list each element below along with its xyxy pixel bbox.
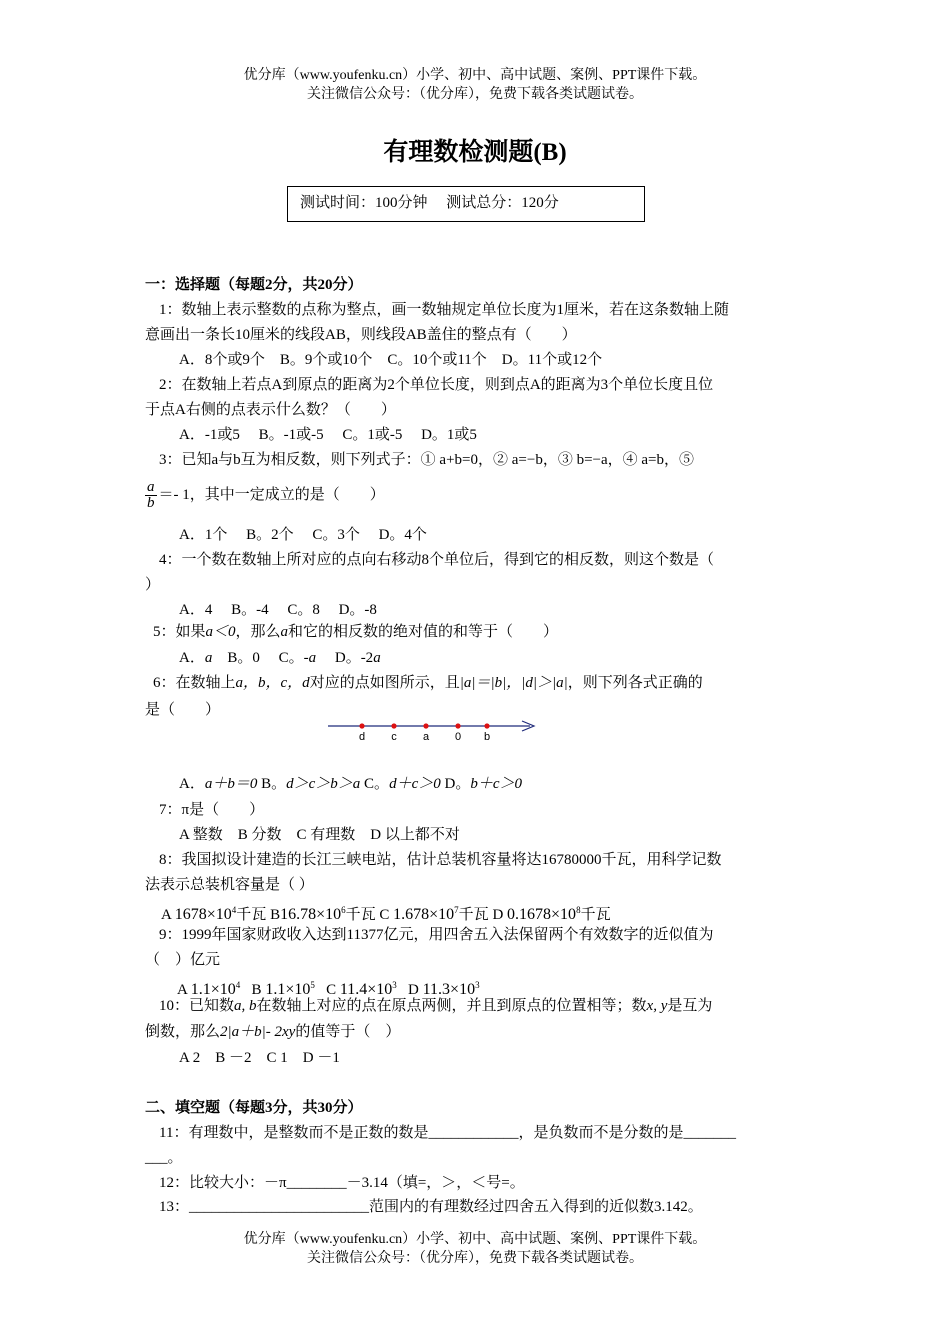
header-line-2: 关注微信公众号：（优分库），免费下载各类试题试卷。	[307, 87, 643, 102]
q3-line-2: $\frac{a}{b}$ ＝- 1，其中一定成立的是（ ）	[147, 479, 385, 512]
q6-options: A．a＋b＝0 B。d＞c＞b＞a C。d＋c＞0 D。b＋c＞0	[179, 776, 522, 792]
page-title: 有理数检测题(B)	[383, 139, 567, 166]
number-line-label-0: 0	[454, 731, 462, 743]
number-line-point-d	[359, 723, 364, 728]
q1-options: A．8个或9个 B。9个或10个 C。10个或11个 D。11个或12个	[179, 352, 603, 368]
q3-line-1: 3：已知a与b互为相反数，则下列式子：① a+b=0，② a=−b，③ b=−a，④ a=b，⑤	[159, 452, 695, 468]
q9-line-2: （ ）亿元	[145, 952, 221, 968]
q7-stem: 7：π是（ ）	[159, 802, 265, 818]
q4-options: A．4 B。-4 C。8 D。-8	[179, 602, 377, 618]
header-line-1: 优分库（www.youfenku.cn）小学、初中、高中试题、案例、PPT课件下载。	[243, 68, 707, 83]
q3-options: A．1个 B。2个 C。3个 D。4个	[179, 527, 427, 543]
number-line-label-d: d	[358, 731, 366, 743]
q1-line-1: 1：数轴上表示整数的点称为整点，画一数轴规定单位长度为1厘米，若在这条数轴上随	[159, 302, 730, 318]
q9-line-1: 9：1999年国家财政收入达到11377亿元，用四舍五入法保留两个有效数字的近似值为	[159, 927, 714, 943]
page-footer	[0, 1230, 950, 1268]
q10-line-2: 倒数，那么2|a＋b|- 2xy的值等于（ ）	[145, 1024, 401, 1040]
number-line-point-c	[391, 723, 396, 728]
q8-line-1: 8：我国拟设计建造的长江三峡电站，估计总装机容量将达16780000千瓦，用科学记数	[159, 852, 722, 868]
number-line-figure	[326, 714, 540, 744]
q11-line-2: ___。	[145, 1150, 183, 1166]
test-info-box: 测试时间：100分钟 测试总分：120分	[287, 186, 645, 222]
section-2-heading: 二、填空题（每题3分，共30分）	[145, 1100, 363, 1116]
q12-line: 12：比较大小：－π________－3.14（填=，＞，＜号=。	[159, 1175, 525, 1191]
q4-line-1: 4：一个数在数轴上所对应的点向右移动8个单位后，得到它的相反数，则这个数是（	[159, 552, 715, 568]
number-line-label-b: b	[483, 731, 491, 743]
footer-line-2: 关注微信公众号：（优分库），免费下载各类试题试卷。	[307, 1251, 643, 1266]
q5-options: A．a B。0 C。-a D。-2a	[179, 650, 381, 666]
q4-line-2: ）	[145, 577, 161, 593]
number-line-point-b	[484, 723, 489, 728]
q13-line: 13：________________________范围内的有理数经过四舍五入得到的近似数3.142。	[159, 1199, 703, 1215]
footer-line-1: 优分库（www.youfenku.cn）小学、初中、高中试题、案例、PPT课件下载。	[243, 1232, 707, 1247]
q8-line-2: 法表示总装机容量是（ ）	[145, 877, 314, 893]
q6-line-1: 6：在数轴上a，b，c，d对应的点如图所示，且|a|＝|b|，|d|＞|a|，则下列各式正确的	[153, 675, 703, 691]
number-line-point-a	[423, 723, 428, 728]
q2-line-2: 于点A右侧的点表示什么数？（ ）	[145, 402, 396, 418]
q9-options: A $1.1\times 10^4$ B $1.1\times 10^5$ C $11.4\times 10^3$ D $11.3\times 10^3$	[177, 980, 480, 998]
q2-options: A．-1或5 B。-1或-5 C。1或-5 D。1或5	[179, 427, 477, 443]
section-1-heading: 一：选择题（每题2分，共20分）	[145, 277, 363, 293]
q5-stem: 5：如果a＜0，那么a和它的相反数的绝对值的和等于（ ）	[153, 624, 559, 640]
q10-line-1: 10：已知数a, b在数轴上对应的点在原点两侧，并且到原点的位置相等；数x, y是互为	[159, 998, 713, 1014]
q7-options: A 整数 B 分数 C 有理数 D 以上都不对	[179, 827, 460, 843]
number-line-label-c: c	[391, 731, 397, 743]
q10-options: A 2 B －2 C 1 D －1	[179, 1050, 340, 1066]
number-line-point-0	[455, 723, 460, 728]
q2-line-1: 2：在数轴上若点A到原点的距离为2个单位长度，则到点A的距离为3个单位长度且位	[159, 377, 714, 393]
number-line-label-a: a	[422, 731, 430, 743]
q1-line-2: 意画出一条长10厘米的线段AB，则线段AB盖住的整点有（ ）	[145, 327, 577, 343]
q8-options: A $1678\times 10^4$千瓦 $B16.78\times 10^6$千瓦 C $1.678\times 10^7$千瓦 D $0.1678\times 10^8$千瓦	[161, 905, 611, 923]
q11-line-1: 11：有理数中，是整数而不是正数的数是____________，是负数而不是分数的是_______	[159, 1125, 736, 1141]
page-header	[0, 66, 950, 104]
q3-fraction: $\frac{a}{b}$	[147, 479, 155, 512]
q6-line-2: 是（ ）	[145, 702, 221, 718]
